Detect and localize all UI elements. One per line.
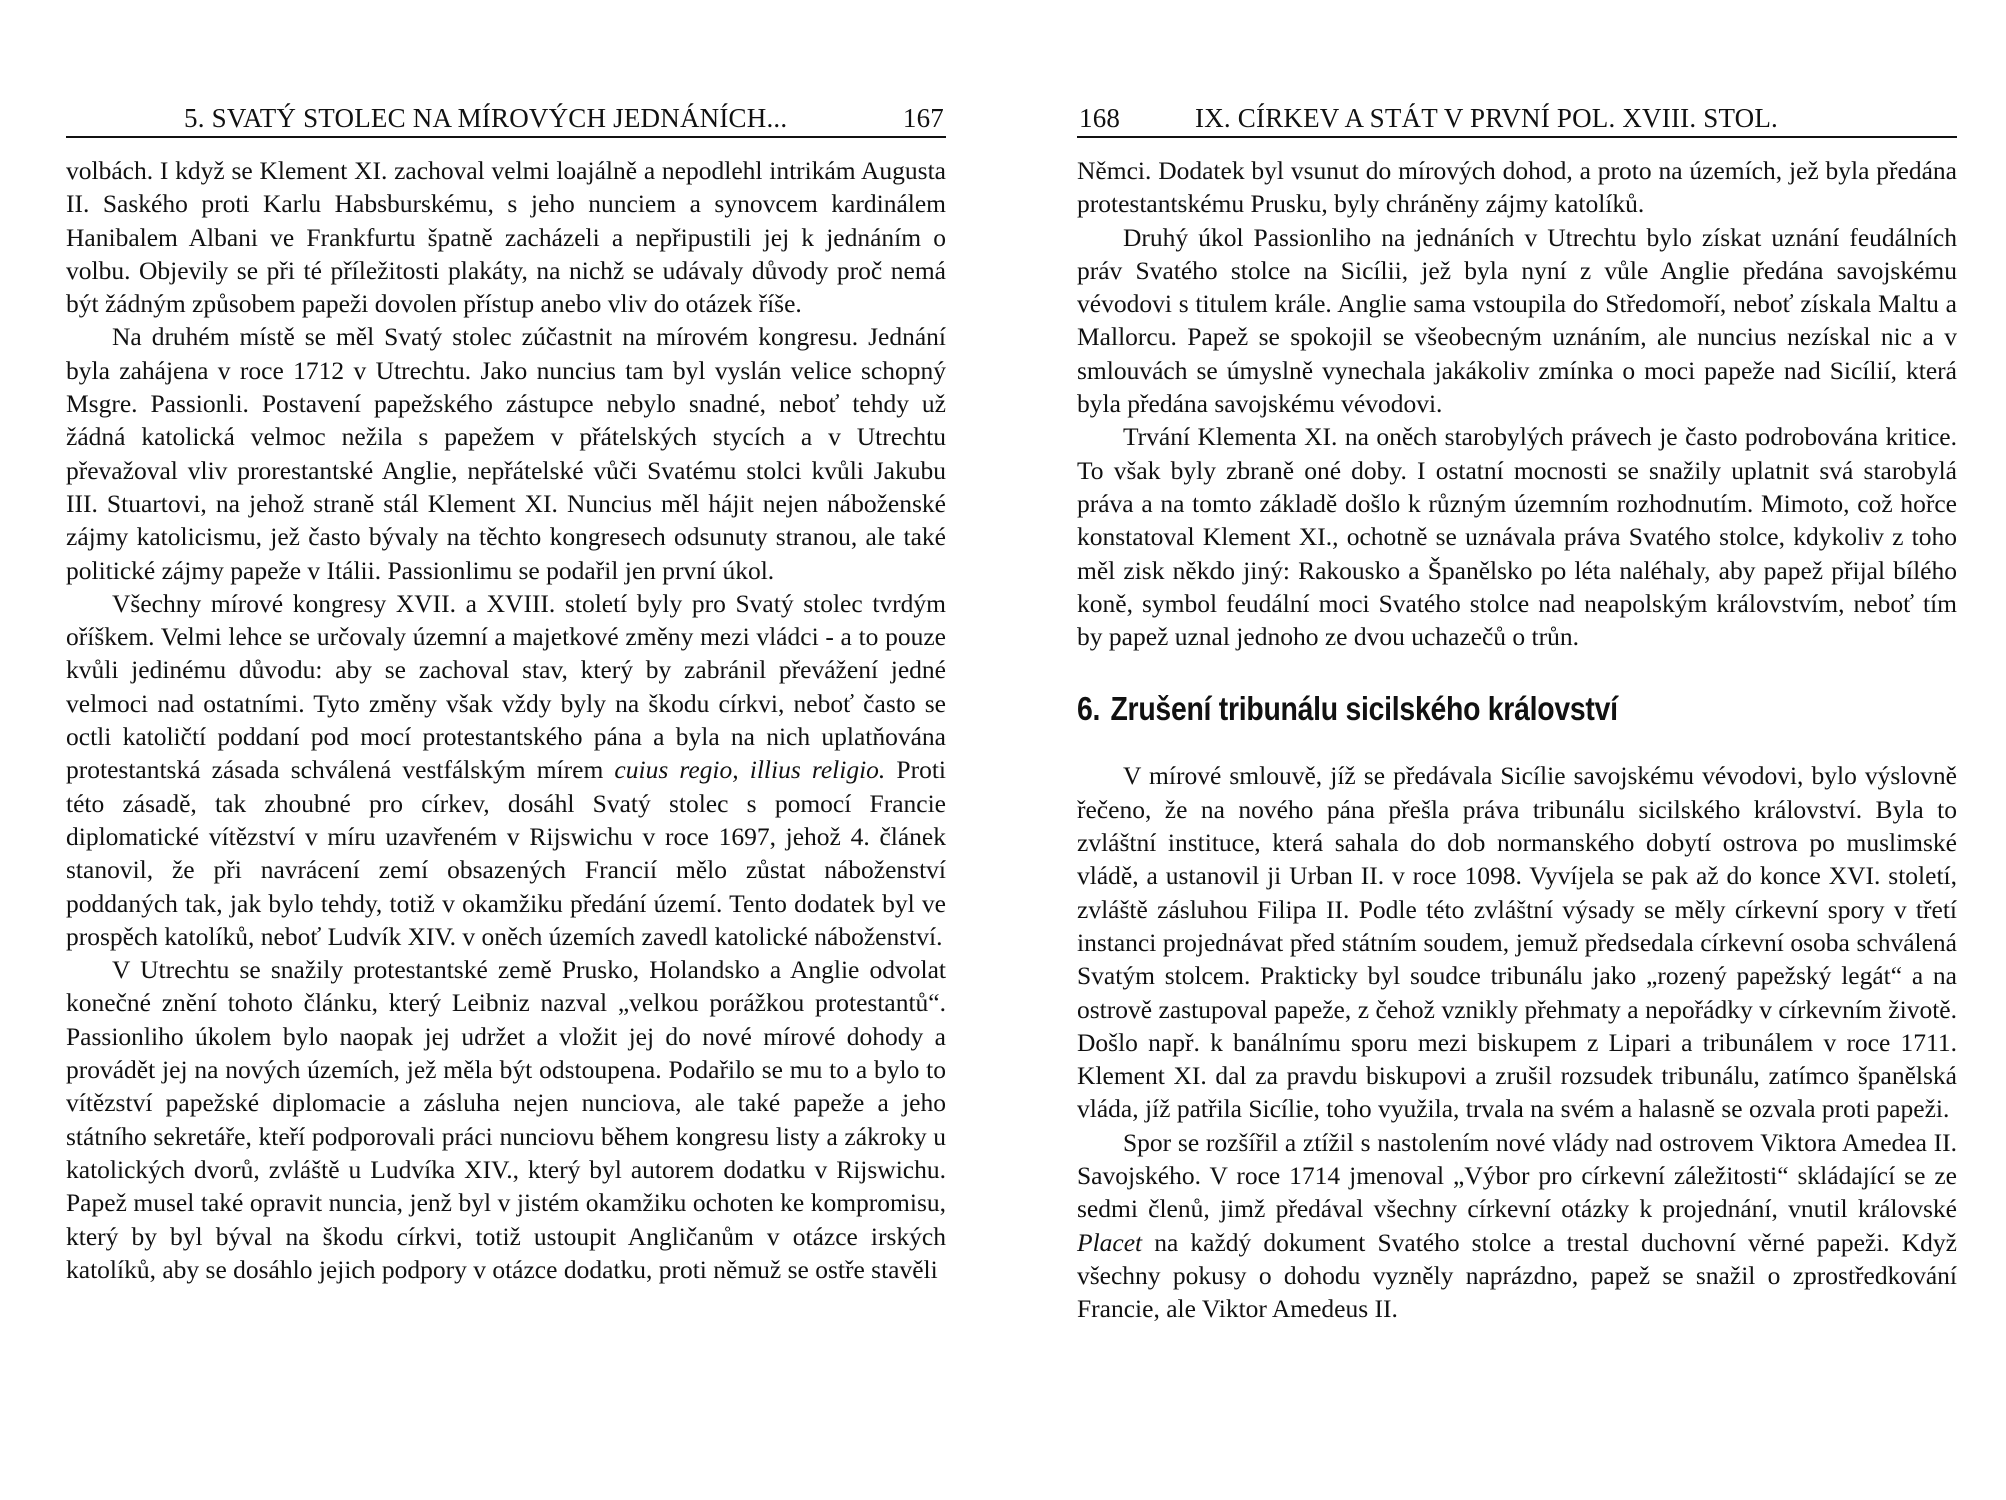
paragraph: Němci. Dodatek byl vsunut do mírových dohod, a proto na územích, jež byla předána protestantskému Prusku, byly chráněny zájmy katolíků.: [1077, 156, 1957, 219]
paragraph-text: Všechny mírové kongresy XVII. a XVIII. století byly pro Svatý stolec tvrdým oříškem. Velmi lehce se určovaly územní a majetkové změny mezi vládci - a to pouze kvůli jedinému důvodu: aby se zachoval stav, který by zabránil převážení jedné velmoci nad ostatními. Tyto změny však vždy byly na škodu církvi, neboť často se octli katoličtí poddaní pod mocí protestantského pána a byla na nich uplatňována protestantská zásada schválená vestfálským mírem: [66, 588, 946, 785]
latin-term: Placet: [1077, 1227, 1143, 1257]
section-title: Zrušení tribunálu sicilského království: [1110, 690, 1618, 728]
section-number: 6.: [1077, 690, 1101, 728]
paragraph: volbách. I když se Klement XI. zachoval velmi loajálně a nepodlehl intrikám Augusta II. Saského proti Karlu Habsburskému, s jeho nunciem a synovcem kardinálem Hanibalem Albani ve Frankfurtu špatně zacházeli a nepřipustili jej k jednáním o volbu. Objevily se při té příležitosti plakáty, na nichž se udávaly důvody proč nemá být žádným způsobem papeži dovolen přístup anebo vliv do otázek říše.: [66, 156, 946, 319]
left-running-head: [66, 100, 946, 138]
right-page-number: 168: [1079, 103, 1121, 133]
left-page-number: 167: [902, 103, 944, 133]
paragraph-text: Proti této zásadě, tak zhoubné pro církev, dosáhl Svatý stolec s pomocí Francie diplomatické vítězství v míru uzavřeném v Rijswichu v roce 1697, jehož 4. článek stanovil, že při navrácení zemí obsazených Francií mělo zůstat náboženství poddaných tak, jak bylo tehdy, totiž v okamžiku předání území. Tento dodatek byl ve prospěch katolíků, neboť Ludvík XIV. v oněch územích zavedl katolické náboženství.: [66, 755, 947, 951]
paragraph: Druhý úkol Passionliho na jednáních v Utrechtu bylo získat uznání feudálních práv Svatého stolce na Sicílii, jež byla nyní z vůle Anglie předána savojskému vévodovi s titulem krále. Anglie sama vstoupila do Středomoří, neboť získala Maltu a Mallorcu. Papež se spokojil se všeobecným uznáním, ale nuncius nezískal nic a v smlouvách se úmyslně vynechala jakákoliv zmínka o moci papeže nad Sicílií, která byla předána savojskému vévodovi.: [1077, 222, 1957, 419]
paragraph: [66, 587, 946, 953]
right-running-head-title: IX. CÍRKEV A STÁT V PRVNÍ POL. XVIII. STOL.: [1195, 103, 1778, 133]
paragraph: Na druhém místě se měl Svatý stolec zúčastnit na mírovém kongresu. Jednání byla zahájena v roce 1712 v Utrechtu. Jako nuncius tam byl vyslán velice schopný Msgre. Passionli. Postavení papežského zástupce nebylo snadné, neboť tehdy už žádná katolická velmoc nežila s papežem v přátelských stycích a v Utrechtu převažoval vliv prorestantské Anglie, nepřátelské vůči Svatému stolci kvůli Jakubu III. Stuartovi, na jehož straně stál Klement XI. Nuncius měl hájit nejen náboženské zájmy katolicismu, jež často bývaly na těchto kongresech odsunuty stranou, ale také politické zájmy papeže v Itálii. Passionlimu se podařil jen první úkol.: [66, 322, 946, 585]
right-body-text: [1077, 154, 1957, 1326]
left-page: [66, 100, 946, 1286]
paragraph: Trvání Klementa XI. na oněch starobylých právech je často podrobována kritice. To však byly zbraně oné doby. I ostatní mocnosti se snažily uplatnit svá starobylá práva a na tomto základě došlo k různým územním rozhodnutím. Mimoto, což hořce konstatoval Klement XI., ochotně se uznávala práva Svatého stolce, kdykoliv z toho měl zisk někdo jiný: Rakousko a Španělsko po léta naléhaly, aby papež přijal bílého koně, symbol feudální moci Svatého stolce nad neapolským královstvím, neboť tím by papež uznal jednoho ze dvou uchazečů o trůn.: [1077, 422, 1957, 652]
section-heading: [1077, 689, 1834, 729]
right-page: [1077, 100, 1957, 1326]
paragraph-text: na každý dokument Svatého stolce a trestal duchovní věrné papeži. Když všechny pokusy o dohodu vyzněly naprázdno, papež se snažil o zprostředkování Francie, ale Viktor Amedeus II.: [1077, 1227, 1957, 1324]
right-running-head: [1077, 100, 1957, 138]
latin-phrase: cuius regio, illius religio.: [614, 755, 886, 785]
paragraph: V mírové smlouvě, jíž se předávala Sicílie savojskému vévodovi, bylo výslovně řečeno, že na nového pána přešla práva tribunálu sicilského království. Byla to zvláštní instituce, která sahala do dob normanského dobytí ostrova po muslimské vládě, a ustanovil ji Urban II. v roce 1098. Vyvíjela se pak až do konce XVI. století, zvláště zásluhou Filipa II. Podle této zvláštní výsady se měly církevní spory v třetí instanci projednávat před státním soudem, jemuž předsedala církevní osoba schválená Svatým stolcem. Prakticky byl soudce tribunálu jako „rozený papežský legát“ a na ostrově zastupoval papeže, z čehož vznikly přehmaty a nepořádky v církevním životě. Došlo např. k banálnímu sporu mezi biskupem z Lipari a tribunálem v roce 1711. Klement XI. dal za pravdu biskupovi a zrušil rozsudek tribunálu, zatímco španělská vláda, jíž patřila Sicílie, toho využila, trvala na svém a halasně se ozvala proti papeži.: [1077, 761, 1957, 1124]
paragraph: [1077, 1126, 1957, 1326]
paragraph: V Utrechtu se snažily protestantské země Prusko, Holandsko a Anglie odvolat konečné znění tohoto článku, který Leibniz nazval „velkou porážkou protestantů“. Passionliho úkolem bylo naopak jej udržet a vložit jej do nové mírové dohody a provádět jej na nových územích, jež měla být odstoupena. Podařilo se mu to a bylo to vítězství papežské diplomacie a zásluha nejen nunciova, ale také papeže a jeho státního sekretáře, kteří podporovali práci nunciovu během kongresu listy a zákroky u katolických dvorů, zvláště u Ludvíka XIV., který byl autorem dodatku v Rijswichu. Papež musel také opravit nuncia, jenž byl v jistém okamžiku ochoten ke kompromisu, který by byl býval na škodu církvi, totiž ustoupit Angličanům v otázce irských katolíků, aby se dosáhlo jejich podpory v otázce dodatku, proti němuž se ostře stavěli: [66, 955, 946, 1284]
left-body-text: [66, 154, 946, 1286]
paragraph-text: Spor se rozšířil a ztížil s nastolením nové vlády nad ostrovem Viktora Amedea II. Savojského. V roce 1714 jmenoval „Výbor pro církevní záležitosti“ skládající se ze sedmi členů, jimž předával všechny církevní otázky k projednání, vnutil královské: [1077, 1127, 1957, 1224]
left-running-head-title: 5. SVATÝ STOLEC NA MÍROVÝCH JEDNÁNÍCH...: [184, 103, 788, 133]
